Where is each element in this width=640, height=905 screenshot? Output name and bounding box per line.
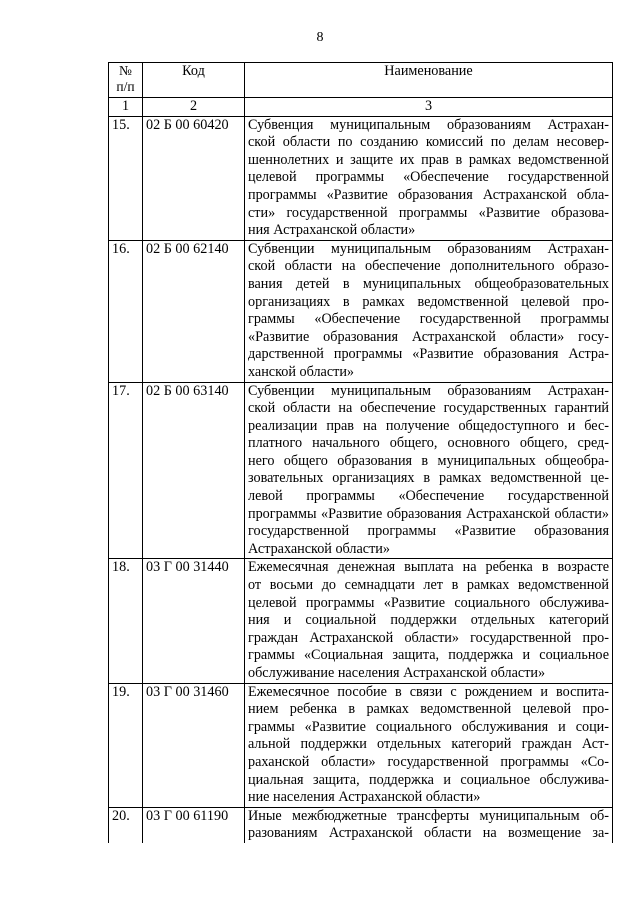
row-name-line: Субвенция муниципальным образованиям Астрахан-	[248, 116, 609, 133]
header-name: Наименование	[245, 63, 613, 98]
row-name-line: ской области по созданию комиссий по делам несовер-	[248, 134, 609, 151]
row-number: 19.	[109, 683, 143, 807]
row-code: 03 Г 00 61190	[143, 807, 245, 843]
classification-table	[108, 62, 613, 843]
row-name-line: граммы «Социальная защита, поддержка и социальное	[248, 647, 609, 664]
row-name-line: от восьми до семнадцати лет в рамках ведомственной	[248, 577, 609, 594]
row-name-line: платного начального общего, основного общего, сред-	[248, 435, 609, 452]
row-name-line: разованиям Астраханской области на возмещение за-	[248, 825, 609, 842]
row-name-line: Ежемесячная денежная выплата на ребенка в возрасте	[248, 559, 609, 576]
table-row	[109, 382, 613, 559]
row-name-line: Субвенции муниципальным образованиям Астрахан-	[248, 382, 609, 399]
row-name-line: целевой программы «Обеспечение государственной	[248, 169, 609, 186]
row-name	[245, 807, 613, 843]
row-name-line: целевой программы «Развитие социального обслужива-	[248, 594, 609, 611]
row-name-line: сти» государственной программы «Развитие образова-	[248, 204, 609, 221]
row-name-line: дарственной программы «Развитие образования Астра-	[248, 346, 609, 363]
row-name-line: Астраханской области»	[248, 540, 390, 557]
row-name-line: ния Астраханской области»	[248, 222, 416, 239]
row-name-line: Иные межбюджетные трансферты муниципальным об-	[248, 807, 609, 824]
table-row	[109, 683, 613, 807]
header-num	[109, 63, 143, 98]
row-name-line: Субвенции муниципальным образованиям Астрахан-	[248, 240, 609, 257]
header-code: Код	[143, 63, 245, 98]
row-name-line: ния и социальной поддержки отдельных категорий	[248, 612, 609, 629]
row-code: 03 Г 00 31460	[143, 683, 245, 807]
column-index-1: 1	[109, 98, 143, 117]
row-name	[245, 559, 613, 683]
row-number: 16.	[109, 240, 143, 382]
row-code: 02 Б 00 63140	[143, 382, 245, 559]
row-name	[245, 382, 613, 559]
row-name-line: граммы «Обеспечение государственной программы	[248, 311, 609, 328]
row-name-line: нием ребенка в рамках ведомственной целевой про-	[248, 701, 609, 718]
row-name-line: ской области на обеспечение дополнительного образо-	[248, 258, 609, 275]
row-name	[245, 683, 613, 807]
row-name-line: государственной программы «Развитие образования	[248, 523, 609, 540]
row-number: 20.	[109, 807, 143, 843]
row-name	[245, 116, 613, 240]
row-code: 02 Б 00 62140	[143, 240, 245, 382]
row-name-line: раханской области» государственной программы «Со-	[248, 753, 609, 770]
table-row	[109, 116, 613, 240]
row-code: 02 Б 00 60420	[143, 116, 245, 240]
header-num-line-2: п/п	[116, 78, 135, 94]
row-name-line: зовательных организациях в рамках ведомственной це-	[248, 470, 609, 487]
row-name-line: ханской области»	[248, 363, 355, 380]
column-index-2: 2	[143, 98, 245, 117]
row-name-line: него общего образования в муниципальных общеобра-	[248, 452, 609, 469]
row-name-line: вания детей в муниципальных общеобразовательных	[248, 275, 609, 292]
row-name-line: «Развитие образования Астраханской области» госу-	[248, 328, 609, 345]
column-index-row	[109, 98, 613, 117]
row-number: 15.	[109, 116, 143, 240]
row-name-line: левой программы «Обеспечение государственной	[248, 488, 609, 505]
row-name-line: ние населения Астраханской области»	[248, 789, 481, 806]
table-row	[109, 559, 613, 683]
table-row	[109, 807, 613, 843]
table-row	[109, 240, 613, 382]
column-index-3: 3	[245, 98, 613, 117]
header-num-line-1: №	[119, 63, 132, 78]
row-name-line: программы «Развитие образования Астраханской области»	[248, 505, 609, 522]
row-number: 17.	[109, 382, 143, 559]
row-code: 03 Г 00 31440	[143, 559, 245, 683]
row-name-line: программы «Развитие образования Астраханской обла-	[248, 186, 609, 203]
row-name-line: циальная защита, поддержка и социальное обслужива-	[248, 771, 609, 788]
row-name	[245, 240, 613, 382]
row-name-line: обслуживание населения Астраханской области»	[248, 665, 546, 681]
row-name-line: реализации прав на получение общедоступного и бес-	[248, 417, 609, 434]
row-number: 18.	[109, 559, 143, 683]
row-name-line: шеннолетних и защите их прав в рамках ведомственной	[248, 151, 609, 168]
table-header-row	[109, 63, 613, 98]
row-name-line: ской области на обеспечение государственных гарантий	[248, 400, 609, 417]
row-name-line: граммы «Развитие социального обслуживания и соци-	[248, 718, 609, 735]
row-name-line: организациях в рамках ведомственной целевой про-	[248, 293, 609, 310]
page-number: 8	[316, 30, 324, 45]
row-name-line: граждан Астраханской области» государственной про-	[248, 629, 609, 646]
row-name-line: Ежемесячное пособие в связи с рождением и воспита-	[248, 683, 609, 700]
row-name-line: альной поддержки отдельных категорий граждан Аст-	[248, 736, 609, 753]
